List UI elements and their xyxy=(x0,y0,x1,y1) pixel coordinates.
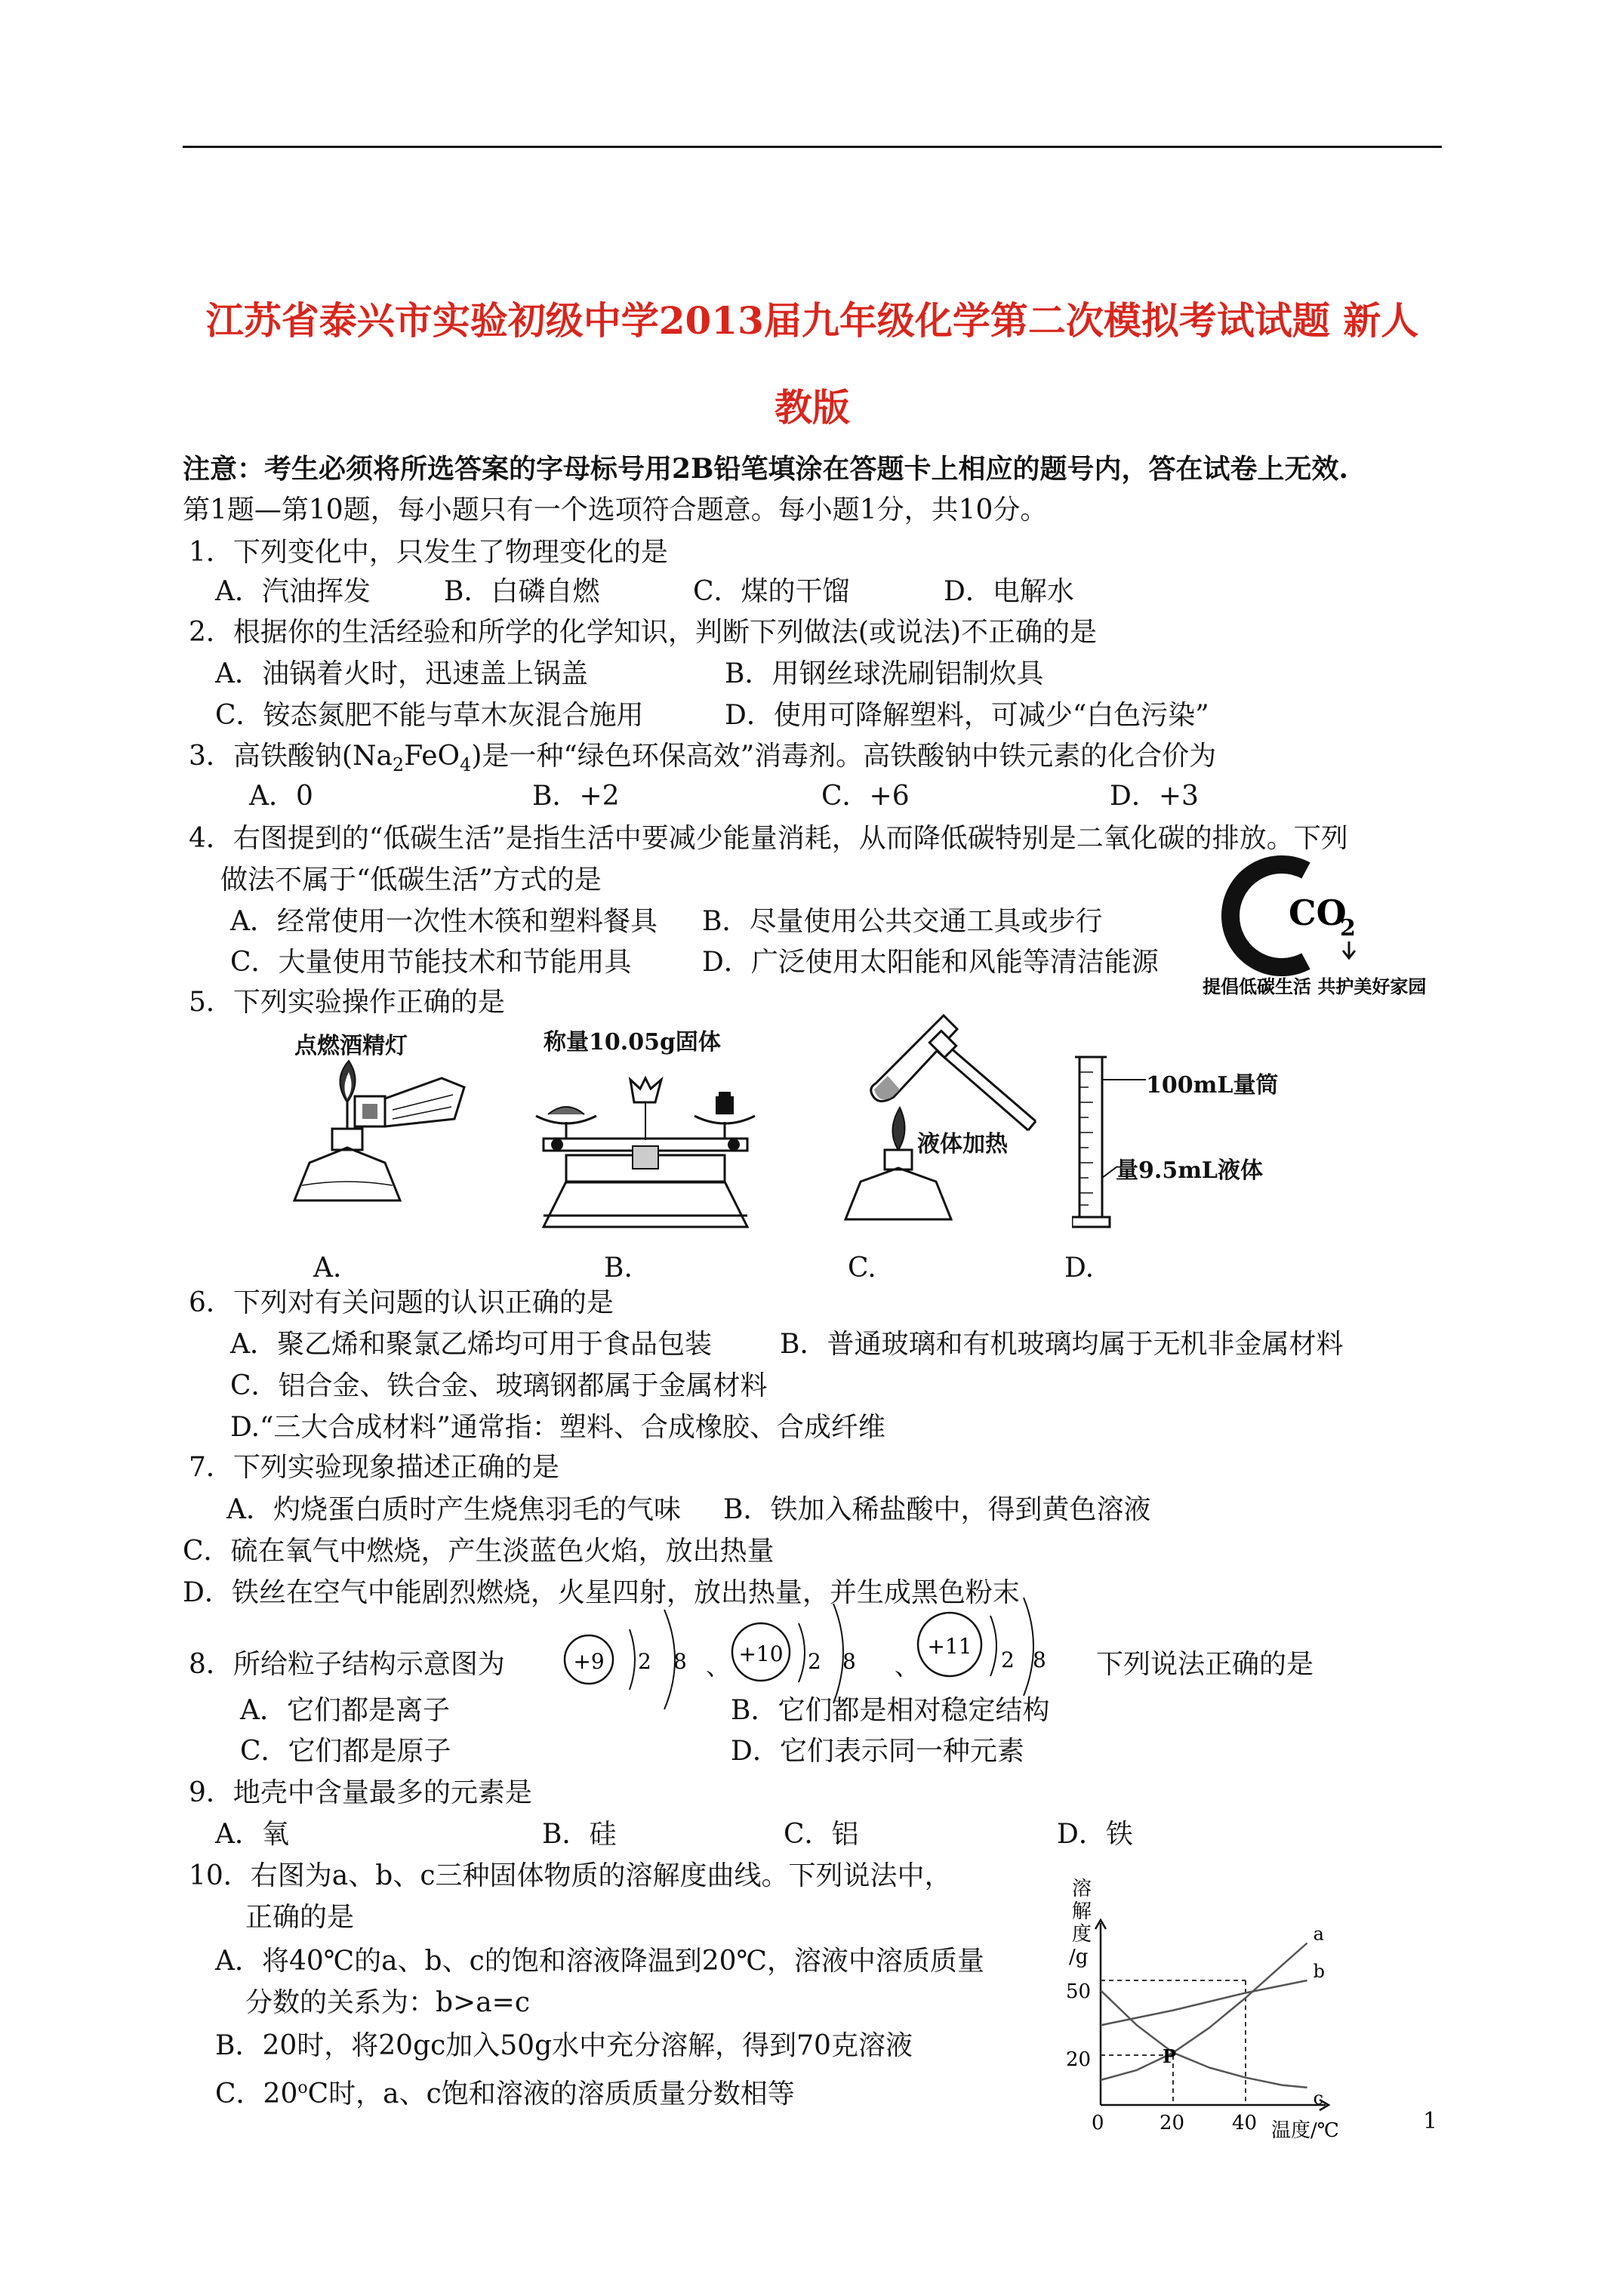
chart-y-tick-20: 20 xyxy=(1066,2048,1092,2071)
logo-co-text: CO xyxy=(1289,892,1347,933)
q5-c-heating-figure xyxy=(830,1000,1057,1227)
q5-option-b: B. xyxy=(604,1253,633,1284)
page-number: 1 xyxy=(1423,2108,1438,2134)
q8-option-b: B．它们都是相对稳定结构 xyxy=(731,1695,1050,1726)
particle-diagram-2 xyxy=(732,1604,856,1703)
particle-2-shell2: 8 xyxy=(842,1649,856,1674)
q5-a-caption: 点燃酒精灯 xyxy=(294,1033,408,1059)
q10-option-a-line2: 分数的关系为：b>a=c xyxy=(245,1987,530,2018)
q9-option-a: A．氧 xyxy=(215,1819,289,1850)
q2-option-d: D．使用可降解塑料，可减少“白色污染” xyxy=(725,700,1209,731)
chart-series-c xyxy=(1101,1990,1307,2088)
chart-ylabel-1: 溶 xyxy=(1072,1878,1092,1900)
q8-option-c: C．它们都是原子 xyxy=(240,1736,451,1767)
q1-stem: 1．下列变化中，只发生了物理变化的是 xyxy=(189,537,668,568)
q2-option-a: A．油锅着火时，迅速盖上锅盖 xyxy=(215,658,588,689)
q8-stem-end: 下列说法正确的是 xyxy=(1096,1649,1314,1680)
particle-diagram-3 xyxy=(918,1598,1046,1696)
q5-d-caption-cylinder: 100mL量筒 xyxy=(1146,1072,1279,1099)
chart-ylabel-4: /g xyxy=(1069,1946,1089,1968)
low-carbon-logo xyxy=(1189,842,1446,1004)
q8-stem: 8．所给粒子结构示意图为 xyxy=(189,1649,505,1680)
q4-option-a: A．经常使用一次性木筷和塑料餐具 xyxy=(230,906,658,937)
q2-stem: 2．根据你的生活经验和所学的化学知识，判断下列做法(或说法)不正确的是 xyxy=(189,617,1097,648)
notice: 注意：考生必须将所选答案的字母标号用2B铅笔填涂在答题卡上相应的题号内，答在试卷上无效. xyxy=(183,453,1349,485)
particle-3-shell1: 2 xyxy=(1001,1647,1015,1672)
chart-series-a xyxy=(1101,1943,1307,2081)
q4-option-b: B．尽量使用公共交通工具或步行 xyxy=(702,906,1103,937)
chart-y-tick-50: 50 xyxy=(1066,1980,1092,2003)
q1-option-a: A．汽油挥发 xyxy=(215,576,371,607)
q10-option-a-line1: A．将40℃的a、b、c的饱和溶液降温到20℃，溶液中溶质质量 xyxy=(215,1946,984,1977)
chart-x-tick-40: 40 xyxy=(1232,2112,1258,2134)
q7-stem: 7．下列实验现象描述正确的是 xyxy=(189,1452,559,1483)
chart-series-b xyxy=(1101,1980,1307,2025)
q3-option-c: C．+6 xyxy=(821,781,910,812)
solubility-chart xyxy=(1057,1872,1366,2144)
q3-option-a: A．0 xyxy=(249,781,313,812)
particle-2-shell1: 2 xyxy=(808,1649,821,1674)
q9-option-b: B．硅 xyxy=(542,1819,617,1850)
q10-stem-line1: 10．右图为a、b、c三种固体物质的溶解度曲线。下列说法中， xyxy=(189,1860,952,1891)
q6-option-b: B．普通玻璃和有机玻璃均属于无机非金属材料 xyxy=(780,1329,1344,1360)
q7-option-a: A．灼烧蛋白质时产生烧焦羽毛的气味 xyxy=(226,1494,681,1525)
q9-option-c: C．铝 xyxy=(784,1819,859,1850)
q3-option-b: B．+2 xyxy=(532,781,620,812)
chart-ylabel-3: 度 xyxy=(1072,1923,1092,1946)
q6-option-c: C．铝合金、铁合金、玻璃钢都属于金属材料 xyxy=(230,1370,768,1401)
q5-b-caption: 称量10.05g固体 xyxy=(544,1029,721,1056)
chart-ylabel-2: 解 xyxy=(1072,1900,1092,1923)
q9-stem: 9．地壳中含量最多的元素是 xyxy=(189,1777,532,1808)
particle-3-nucleus: +11 xyxy=(927,1634,972,1659)
particle-separator-1: 、 xyxy=(706,1652,731,1681)
q3-stem: 3．高铁酸钠$(Na_2FeO_4)$是一种“绿色环保高效”消毒剂。高铁酸钠中铁元素的化合价为 xyxy=(189,741,1217,776)
header-rule xyxy=(183,146,1442,148)
arrow-down-icon xyxy=(1343,942,1355,958)
q5-c-caption: 液体加热 xyxy=(917,1131,1008,1157)
particle-2-nucleus: +10 xyxy=(738,1641,784,1666)
q1-option-b: B．白磷自燃 xyxy=(444,576,600,607)
q4-stem-line2: 做法不属于“低碳生活”方式的是 xyxy=(220,864,602,895)
q1-option-c: C．煤的干馏 xyxy=(693,576,850,607)
q6-option-a: A．聚乙烯和聚氯乙烯均可用于食品包装 xyxy=(230,1329,712,1360)
q4-stem-line1: 4．右图提到的“低碳生活”是指生活中要减少能量消耗，从而降低碳特别是二氧化碳的排放。下列 xyxy=(189,823,1348,854)
q4-option-c: C．大量使用节能技术和节能用具 xyxy=(230,947,632,978)
q2-option-c: C．铵态氮肥不能与草木灰混合施用 xyxy=(215,700,644,731)
q8-option-d: D．它们表示同一种元素 xyxy=(731,1736,1024,1767)
exam-title-line2: 教版 xyxy=(775,385,850,430)
chart-point-p: P xyxy=(1163,2045,1177,2067)
q1-option-d: D．电解水 xyxy=(944,576,1074,607)
q5-b-balance-figure xyxy=(521,1049,770,1234)
chart-series-label-c: c xyxy=(1313,2087,1324,2109)
q10-option-c: C．20$^o$C时，a、c饱和溶液的溶质质量分数相等 xyxy=(215,2079,795,2110)
q5-d-caption-volume: 量9.5mL液体 xyxy=(1116,1157,1264,1184)
q2-option-b: B．用钢丝球洗刷铝制炊具 xyxy=(725,658,1044,689)
chart-series-label-a: a xyxy=(1313,1923,1324,1945)
q8-option-a: A．它们都是离子 xyxy=(240,1695,450,1726)
particle-diagram-1 xyxy=(565,1610,687,1709)
q9-option-d: D．铁 xyxy=(1057,1819,1133,1850)
chart-x-tick-20: 20 xyxy=(1160,2112,1185,2134)
particle-1-nucleus: +9 xyxy=(573,1649,605,1674)
q6-option-d: D.“三大合成材料”通常指：塑料、合成橡胶、合成纤维 xyxy=(230,1412,885,1443)
q3-option-d: D．+3 xyxy=(1110,781,1199,812)
q10-stem-line2: 正确的是 xyxy=(245,1902,355,1933)
particle-3-shell2: 8 xyxy=(1033,1647,1046,1672)
q5-a-lighting-lamp-figure xyxy=(279,1057,483,1223)
q7-option-c: C．硫在氧气中燃烧，产生淡蓝色火焰，放出热量 xyxy=(183,1536,775,1567)
logo-co-sub: 2 xyxy=(1340,915,1356,942)
q6-stem: 6．下列对有关问题的认识正确的是 xyxy=(189,1287,614,1318)
q4-option-d: D．广泛使用太阳能和风能等清洁能源 xyxy=(702,947,1159,978)
particle-separator-2: 、 xyxy=(895,1652,919,1681)
q7-option-b: B．铁加入稀盐酸中，得到黄色溶液 xyxy=(723,1494,1151,1525)
exam-title-line1: 江苏省泰兴市实验初级中学2013届九年级化学第二次模拟考试试题 新人 xyxy=(205,298,1419,343)
chart-xlabel: 温度/℃ xyxy=(1271,2119,1339,2142)
chart-x-tick-0: 0 xyxy=(1092,2112,1104,2134)
particle-1-shell1: 2 xyxy=(638,1649,651,1674)
q5-stem: 5．下列实验操作正确的是 xyxy=(189,987,505,1018)
section-intro: 第1题—第10题，每小题只有一个选项符合题意。每小题1分，共10分。 xyxy=(183,495,1048,525)
q10-option-b: B．20时，将20gc加入50g水中充分溶解，得到70克溶液 xyxy=(215,2030,913,2061)
q5-option-d: D. xyxy=(1064,1253,1095,1284)
logo-slogan: 提倡低碳生活 共护美好家园 xyxy=(1203,975,1427,997)
particle-1-shell2: 8 xyxy=(673,1649,687,1674)
q5-option-a: A. xyxy=(313,1253,342,1284)
q7-option-d: D．铁丝在空气中能剧烈燃烧，火星四射，放出热量，并生成黑色粉末 xyxy=(183,1577,1020,1608)
chart-series-label-b: b xyxy=(1313,1961,1325,1982)
q5-option-c: C. xyxy=(848,1253,876,1284)
